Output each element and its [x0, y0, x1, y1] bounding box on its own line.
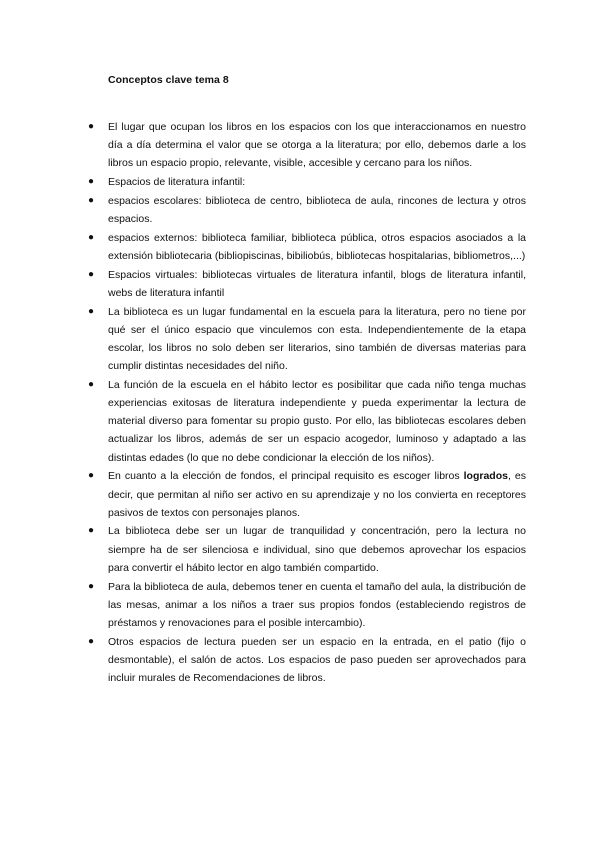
list-item-text: espacios externos: biblioteca familiar, biblioteca pública, otros espacios asociados a la extensión bibliotecaria (bibliopiscinas, bibiliobús, bibliotecas hospitalarias, bibliometros,...) — [108, 231, 526, 262]
list-item-text: La función de la escuela en el hábito lector es posibilitar que cada niño tenga muchas experiencias exitosas de literatura independiente y pueda experimentar la lectura de material diverso para fomentar su propio gusto. Por ello, las bibliotecas escolares deben actualizar los libros, además de ser un espacio acogedor, luminoso y adaptado a las distintas edades (lo que no debe condicionar la elección de los niños). — [108, 378, 526, 464]
list-item-text: Espacios virtuales: bibliotecas virtuales de literatura infantil, blogs de literatura infantil, webs de literatura infantil — [108, 268, 526, 299]
bullet-dot-icon: ● — [88, 470, 95, 482]
bullet-dot-icon: ● — [88, 194, 95, 206]
bullet-dot-icon: ● — [88, 305, 95, 317]
list-item-bold-term: logrados — [463, 470, 508, 483]
bullet-dot-icon: ● — [88, 268, 95, 280]
document-title: Conceptos clave tema 8 — [108, 74, 229, 86]
bullet-dot-icon: ● — [88, 121, 95, 132]
list-item-text: Para la biblioteca de aula, debemos tener en cuenta el tamaño del aula, la distribución de las mesas, animar a los niños a traer sus propios fondos (estableciendo registros de préstamos y renovaciones para el posible intercambio). — [108, 580, 526, 629]
list-item — [88, 266, 526, 302]
list-item-text: La biblioteca es un lugar fundamental en la escuela para la literatura, pero no tiene por qué ser el único espacio que vinculemos con esta. Independientemente de la etapa escolar, los libros no solo deben ser literarios, sino también de diversas materias para cumplir distintas necesidades del niño. — [108, 305, 526, 373]
list-item — [88, 118, 526, 173]
list-item-text: La biblioteca debe ser un lugar de tranquilidad y concentración, pero la lectura no siempre ha de ser silenciosa e individual, sino que debemos aprovechar los espacios para convertir el hábito lector en algo también compartido. — [108, 525, 526, 574]
bullet-dot-icon: ● — [88, 231, 95, 243]
bullet-dot-icon: ● — [88, 525, 95, 537]
list-item — [88, 192, 526, 228]
list-item-text: Espacios de literatura infantil: — [108, 176, 246, 189]
bullet-dot-icon: ● — [88, 635, 95, 647]
list-item — [88, 229, 526, 265]
list-item — [88, 522, 526, 577]
list-item-text-before: En cuanto a la elección de fondos, el principal requisito es escoger libros — [108, 470, 464, 483]
list-item — [88, 303, 526, 376]
list-item — [88, 376, 526, 467]
list-item-text: espacios escolares: biblioteca de centro, biblioteca de aula, rincones de lectura y otros espacios. — [108, 194, 526, 226]
list-item-text-after: , es decir, que permitan al niño ser activo en su aprendizaje y no los convierta en receptores pasivos de textos con personajes planos. — [108, 470, 526, 519]
list-item — [88, 578, 526, 633]
bullet-dot-icon: ● — [88, 176, 95, 188]
bullet-dot-icon: ● — [88, 378, 95, 390]
list-item-text: Otros espacios de lectura pueden ser un espacio en la entrada, en el patio (fijo o desmontable), el salón de actos. Los espacios de paso pueden ser aprovechados para incluir murales de Recomendaciones de libros. — [108, 635, 526, 685]
list-item — [88, 173, 526, 191]
list-item — [88, 467, 526, 522]
list-item — [88, 633, 526, 688]
bullet-dot-icon: ● — [88, 580, 95, 592]
concept-list — [88, 118, 526, 688]
list-item-text: El lugar que ocupan los libros en los espacios con los que interaccionamos en nuestro día a día determina el valor que se otorga a la literatura; por ello, debemos darle a los libros un espacio propio, relevante, visible, accesible y cercano para los niños. — [108, 121, 526, 170]
